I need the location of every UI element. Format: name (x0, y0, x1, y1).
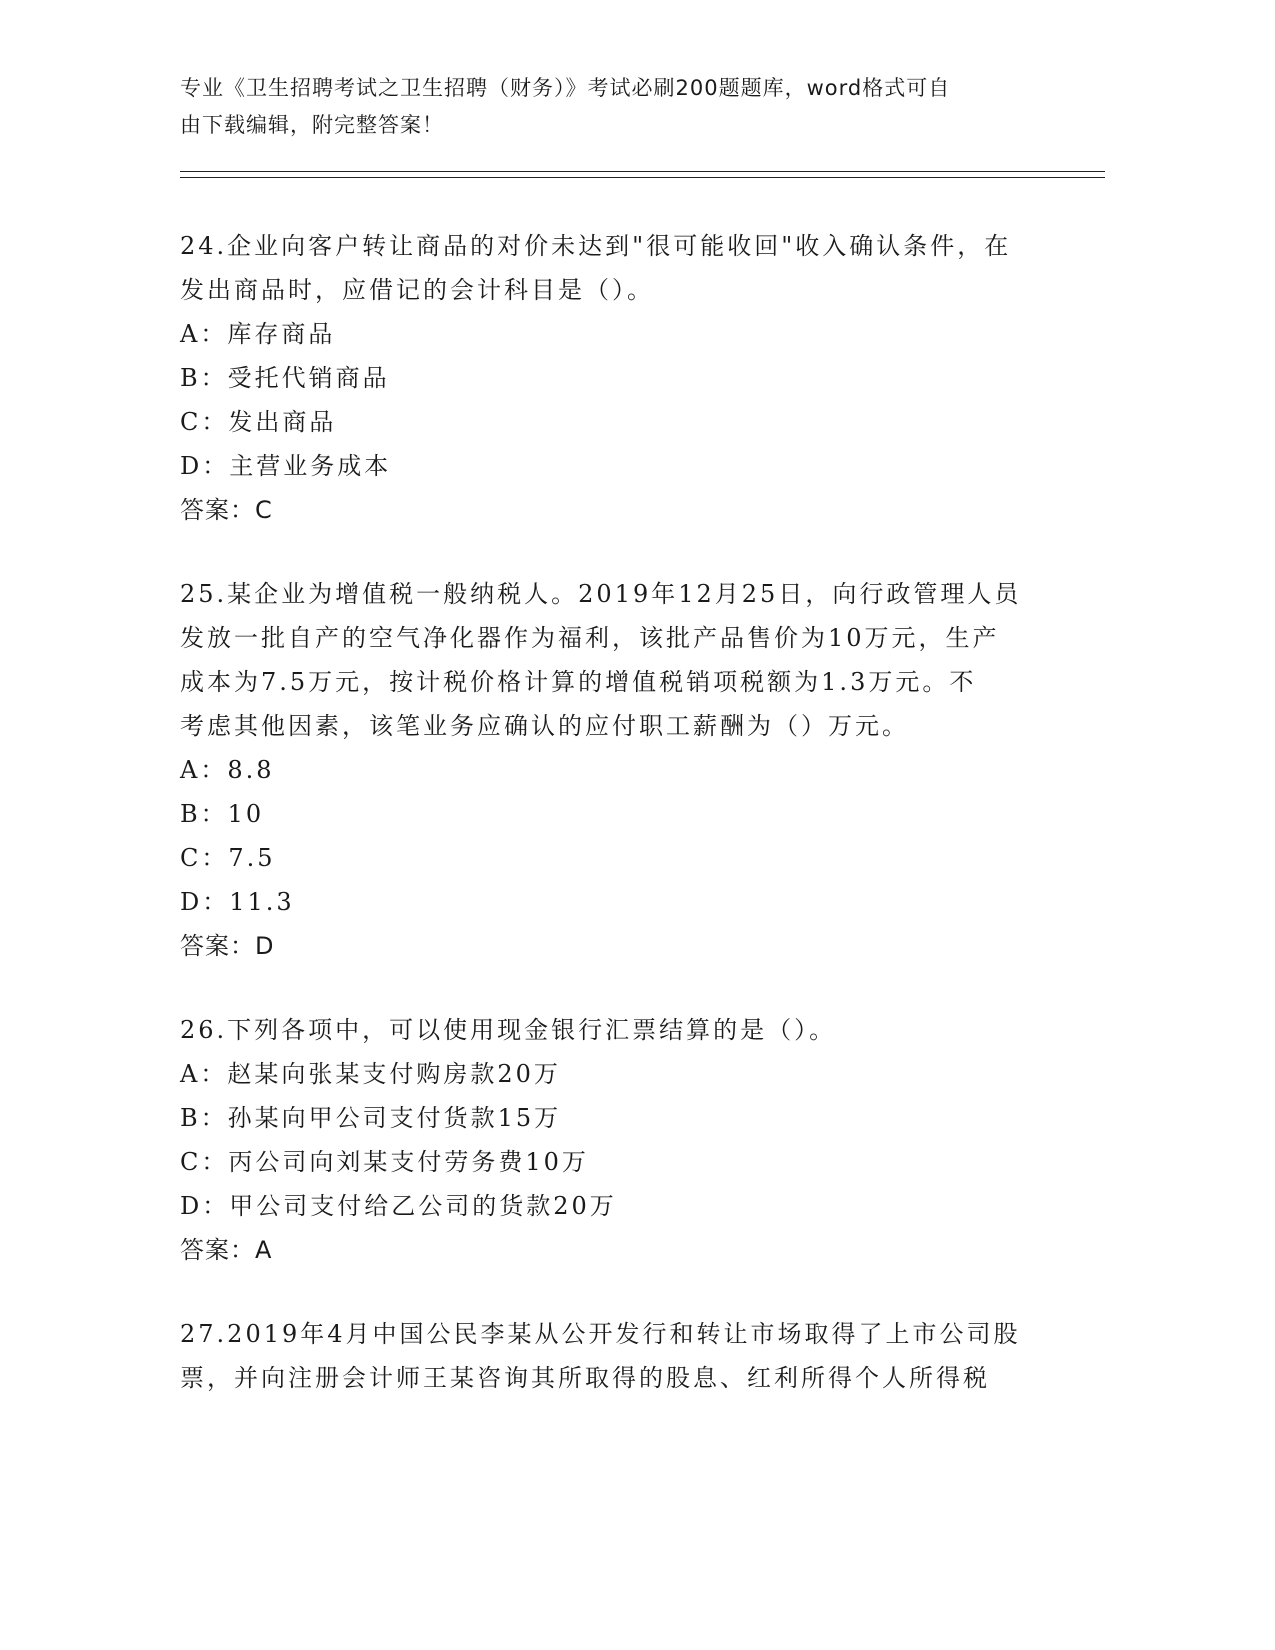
question-list (180, 224, 1050, 1440)
header-divider-top (180, 171, 1105, 172)
option-b: B：孙某向甲公司支付货款15万 (180, 1104, 562, 1132)
header-line-2: 由下载编辑，附完整答案！ (180, 113, 444, 137)
option-a: A：赵某向张某支付购房款20万 (180, 1060, 561, 1088)
option-c: C：发出商品 (180, 408, 337, 436)
question-27 (180, 1312, 1050, 1400)
question-stem-line: 26.下列各项中，可以使用现金银行汇票结算的是（）。 (180, 1016, 837, 1044)
question-stem-line: 发出商品时，应借记的会计科目是（）。 (180, 276, 654, 304)
option-a: A：库存商品 (180, 320, 336, 348)
option-d: D：11.3 (180, 888, 295, 916)
answer-label: 答案：A (180, 1236, 273, 1264)
option-d: D：主营业务成本 (180, 452, 392, 480)
option-c: C：7.5 (180, 844, 276, 872)
question-stem-line: 票，并向注册会计师王某咨询其所取得的股息、红利所得个人所得税 (180, 1364, 990, 1392)
question-stem-line: 发放一批自产的空气净化器作为福利，该批产品售价为10万元，生产 (180, 624, 1000, 652)
question-stem-line: 27.2019年4月中国公民李某从公开发行和转让市场取得了上市公司股 (180, 1320, 1021, 1348)
answer-label: 答案：C (180, 496, 273, 524)
option-b: B：10 (180, 800, 265, 828)
option-a: A：8.8 (180, 756, 275, 784)
question-26 (180, 1008, 1050, 1272)
option-d: D：甲公司支付给乙公司的货款20万 (180, 1192, 617, 1220)
question-stem-line: 成本为7.5万元，按计税价格计算的增值税销项税额为1.3万元。不 (180, 668, 977, 696)
header-divider-bottom (180, 177, 1105, 178)
question-stem-line: 24.企业向客户转让商品的对价未达到"很可能收回"收入确认条件，在 (180, 232, 1012, 260)
document-header (180, 70, 1040, 144)
question-25 (180, 572, 1050, 968)
question-24 (180, 224, 1050, 532)
option-c: C：丙公司向刘某支付劳务费10万 (180, 1148, 589, 1176)
question-stem-line: 25.某企业为增值税一般纳税人。2019年12月25日，向行政管理人员 (180, 580, 1022, 608)
header-line-1: 专业《卫生招聘考试之卫生招聘（财务）》考试必刷200题题库，word格式可自 (180, 76, 951, 100)
answer-label: 答案：D (180, 932, 275, 960)
option-b: B：受托代销商品 (180, 364, 390, 392)
question-stem-line: 考虑其他因素，该笔业务应确认的应付职工薪酬为（）万元。 (180, 712, 909, 740)
